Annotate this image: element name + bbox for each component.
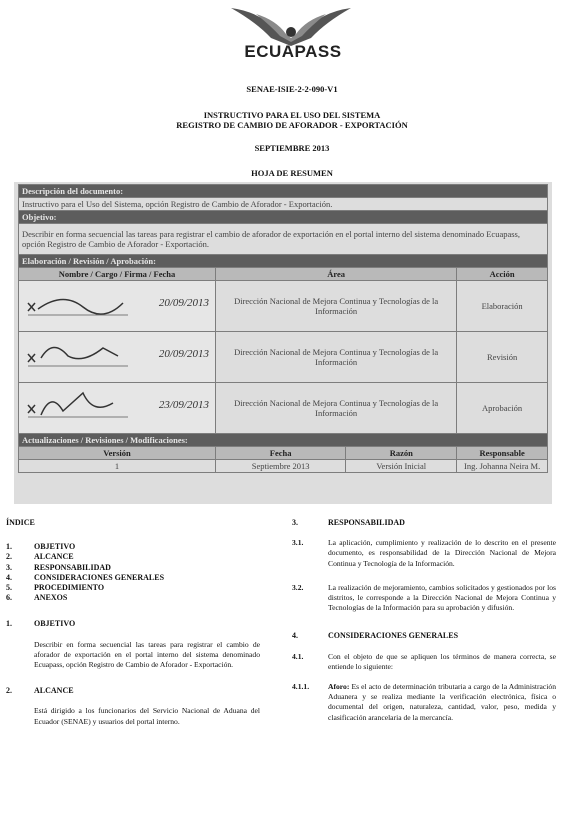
col-area: Área bbox=[216, 268, 457, 281]
consid-subitem: 4.1.1. Aforo: Es el acto de determinación tributaria a cargo de la Administración Aduanera y se realiza mediante la verificación electrónica, física o documental del origen, naturaleza, cantidad, valor, peso, medida y clasificación arancelaria de la mercancía. bbox=[292, 682, 556, 722]
title-line2: REGISTRO DE CAMBIO DE AFORADOR - EXPORTACIÓN bbox=[176, 120, 408, 130]
index-title: ÍNDICE bbox=[6, 518, 35, 527]
signature-date: 23/09/2013 bbox=[158, 399, 209, 411]
resp-item: 3.1. La aplicación, cumplimiento y realización de lo descrito en el presente documento, es responsabilidad de la Dirección Nacional de Mejora Continua y Tecnología de la Información. bbox=[292, 538, 556, 568]
signature-cell bbox=[19, 383, 216, 434]
section-objetivo-title: 1. OBJETIVO bbox=[6, 619, 76, 629]
act-col-date: Fecha bbox=[216, 447, 346, 460]
action-cell: Elaboración bbox=[457, 281, 548, 332]
index-item: 2. ALCANCE bbox=[6, 552, 74, 562]
act-col-responsible: Responsable bbox=[457, 447, 548, 460]
act-version: 1 bbox=[19, 460, 216, 473]
consid-item: 4.1. Con el objeto de que se apliquen los términos de manera correcta, se entiende lo siguiente: bbox=[292, 651, 556, 671]
term-aforo: Aforo: bbox=[328, 682, 350, 692]
term-aforo-text: Es el acto de determinación tributaria a cargo de la Administración Aduanera y se realiza mediante la verificación electrónica, física o documental del origen, naturaleza, cantidad, valor, peso, medida y clasificación arancelaria de la mercancía. bbox=[328, 682, 556, 722]
resp-item: 3.2. La realización de mejoramiento, cambios solicitados y gestionados por los distritos, le corresponde a la Dirección Nacional de Mejora Continua y Tecnologías de la Información para su aprobación y difusión. bbox=[292, 582, 556, 613]
right-column bbox=[292, 518, 556, 723]
ecuapass-logo bbox=[216, 2, 366, 74]
section-responsabilidad-title: 3. RESPONSABILIDAD bbox=[292, 518, 405, 527]
signature-icon bbox=[23, 385, 133, 425]
elab-header: Elaboración / Revisión / Aprobación: bbox=[19, 255, 548, 268]
desc-text: Instructivo para el Uso del Sistema, opción Registro de Cambio de Aforador - Exportación. bbox=[19, 198, 548, 211]
signature-icon bbox=[23, 283, 133, 323]
signature-cell bbox=[19, 332, 216, 383]
act-reason: Versión Inicial bbox=[346, 460, 457, 473]
index-item: 1. OBJETIVO bbox=[6, 542, 76, 552]
act-date: Septiembre 2013 bbox=[216, 460, 346, 473]
obj-text: Describir en forma secuencial las tareas para registrar el cambio de aforador de exportación en el portal interno del sistema denominado Ecuapass, opción Registro de Cambio de Aforador - Exportación. bbox=[19, 224, 548, 255]
obj-header: Objetivo: bbox=[19, 211, 548, 224]
action-cell: Revisión bbox=[457, 332, 548, 383]
col-name: Nombre / Cargo / Firma / Fecha bbox=[19, 268, 216, 281]
section-consideraciones-title: 4. CONSIDERACIONES GENERALES bbox=[292, 631, 459, 641]
act-col-version: Versión bbox=[19, 447, 216, 460]
doc-code: SENAE-ISIE-2-2-090-V1 bbox=[246, 84, 338, 94]
desc-header: Descripción del documento: bbox=[19, 185, 548, 198]
summary-table bbox=[18, 184, 548, 473]
area-cell: Dirección Nacional de Mejora Continua y Tecnologías de la Información bbox=[216, 281, 457, 332]
signature-date: 20/09/2013 bbox=[158, 297, 209, 309]
title-line1: INSTRUCTIVO PARA EL USO DEL SISTEMA bbox=[203, 110, 381, 120]
summary-title: HOJA DE RESUMEN bbox=[251, 168, 333, 178]
col-action: Acción bbox=[457, 268, 548, 281]
act-header: Actualizaciones / Revisiones / Modificaciones: bbox=[19, 434, 548, 447]
signature-date: 20/09/2013 bbox=[158, 348, 209, 360]
index-item: 5. PROCEDIMIENTO bbox=[6, 583, 105, 593]
section-alcance-text: Está dirigido a los funcionarios del Servicio Nacional de Aduana del Ecuador (SENAE) y usuarios del portal interno. bbox=[34, 706, 260, 726]
area-cell: Dirección Nacional de Mejora Continua y Tecnologías de la Información bbox=[216, 332, 457, 383]
section-alcance-title: 2. ALCANCE bbox=[6, 686, 74, 696]
signature-icon bbox=[23, 334, 133, 374]
signature-cell bbox=[19, 281, 216, 332]
section-objetivo-text: Describir en forma secuencial las tareas para registrar el cambio de aforador de exportación en el portal interno del sistema denominado Ecuapass, opción Registro de Cambio de Aforador - Exportación. bbox=[34, 639, 260, 670]
doc-date: SEPTIEMBRE 2013 bbox=[254, 143, 330, 153]
act-responsible: Ing. Johanna Neira M. bbox=[457, 460, 548, 473]
eagle-logo-icon bbox=[216, 2, 366, 47]
index-item: 6. ANEXOS bbox=[6, 593, 68, 603]
brand-name: ECUAPASS bbox=[244, 42, 342, 61]
left-column bbox=[6, 518, 268, 727]
area-cell: Dirección Nacional de Mejora Continua y Tecnologías de la Información bbox=[216, 383, 457, 434]
act-col-reason: Razón bbox=[346, 447, 457, 460]
action-cell: Aprobación bbox=[457, 383, 548, 434]
index-item: 3. RESPONSABILIDAD bbox=[6, 562, 111, 572]
index-item: 4. CONSIDERACIONES GENERALES bbox=[6, 572, 165, 582]
